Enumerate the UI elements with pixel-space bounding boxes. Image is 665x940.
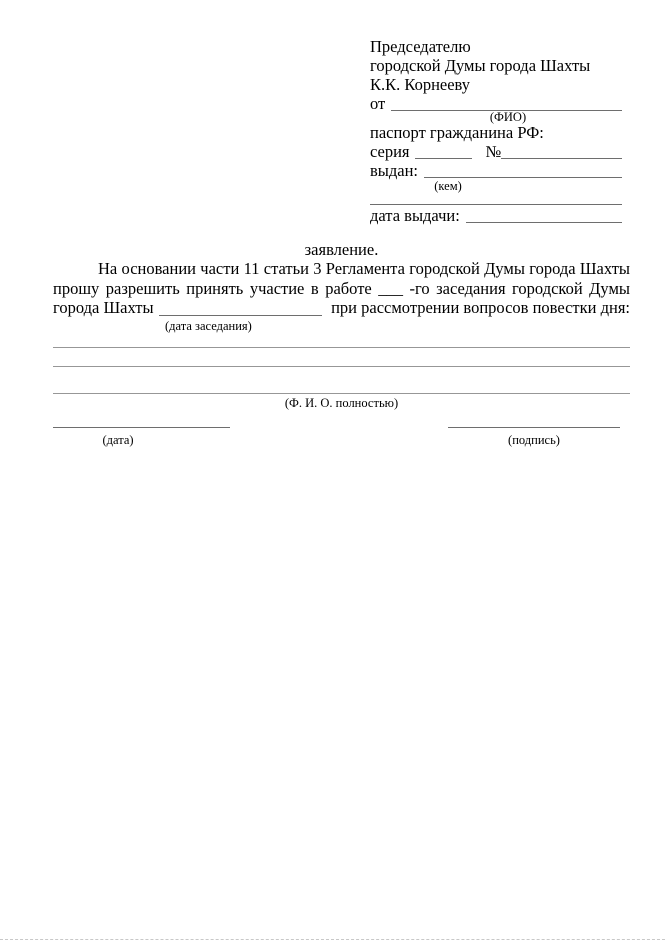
signature-row xyxy=(53,427,630,428)
from-label: от xyxy=(370,94,386,113)
issued-by-fill-line[interactable] xyxy=(424,177,622,178)
issued-by-caption: (кем) xyxy=(434,179,462,193)
paragraph-line-2: прошу разрешить принять участие в работе ___ -го заседания городской Думы xyxy=(53,278,630,298)
passport-issued-row xyxy=(370,161,622,180)
number-label: № xyxy=(485,142,502,161)
paragraph-line-3 xyxy=(53,298,630,318)
agenda-fill-line-1[interactable] xyxy=(53,347,630,348)
fio-caption: (ФИО) xyxy=(489,110,527,124)
issue-date-fill-line[interactable] xyxy=(466,222,622,223)
issued-label: выдан: xyxy=(370,161,419,180)
application-title: заявление. xyxy=(304,240,379,259)
issue-date-label: дата выдачи: xyxy=(370,206,460,225)
addressee-position: Председателю xyxy=(370,37,471,56)
issue-date-row xyxy=(370,206,622,225)
paragraph-line-1: На основании части 11 статьи 3 Регламента городской Думы города Шахты xyxy=(98,259,630,278)
series-fill-line[interactable] xyxy=(415,158,472,159)
addressee-block xyxy=(370,37,622,225)
addressee-name: К.К. Корнееву xyxy=(370,75,471,94)
signature-captions-row xyxy=(53,433,630,447)
fio-full-fill-line[interactable] xyxy=(53,393,630,394)
meeting-date-caption: (дата заседания) xyxy=(165,318,252,333)
application-body xyxy=(53,240,630,447)
issued-by-continuation-line[interactable] xyxy=(370,192,622,205)
meeting-date-fill-line[interactable] xyxy=(159,315,323,316)
passport-series-row xyxy=(370,142,622,161)
date-fill-line[interactable] xyxy=(53,427,230,428)
paragraph-line-3-start: города Шахты xyxy=(53,298,154,317)
date-caption: (дата) xyxy=(102,433,134,447)
number-fill-line[interactable] xyxy=(501,158,622,159)
series-label: серия xyxy=(370,142,410,161)
signature-fill-line[interactable] xyxy=(448,427,620,428)
signature-caption: (подпись) xyxy=(508,433,560,447)
paragraph-line-3-end: при рассмотрении вопросов повестки дня: xyxy=(331,298,630,317)
fio-full-caption: (Ф. И. О. полностью) xyxy=(284,395,399,410)
agenda-fill-line-2[interactable] xyxy=(53,366,630,367)
addressee-organization: городской Думы города Шахты xyxy=(370,56,591,75)
passport-title: паспорт гражданина РФ: xyxy=(370,123,544,142)
